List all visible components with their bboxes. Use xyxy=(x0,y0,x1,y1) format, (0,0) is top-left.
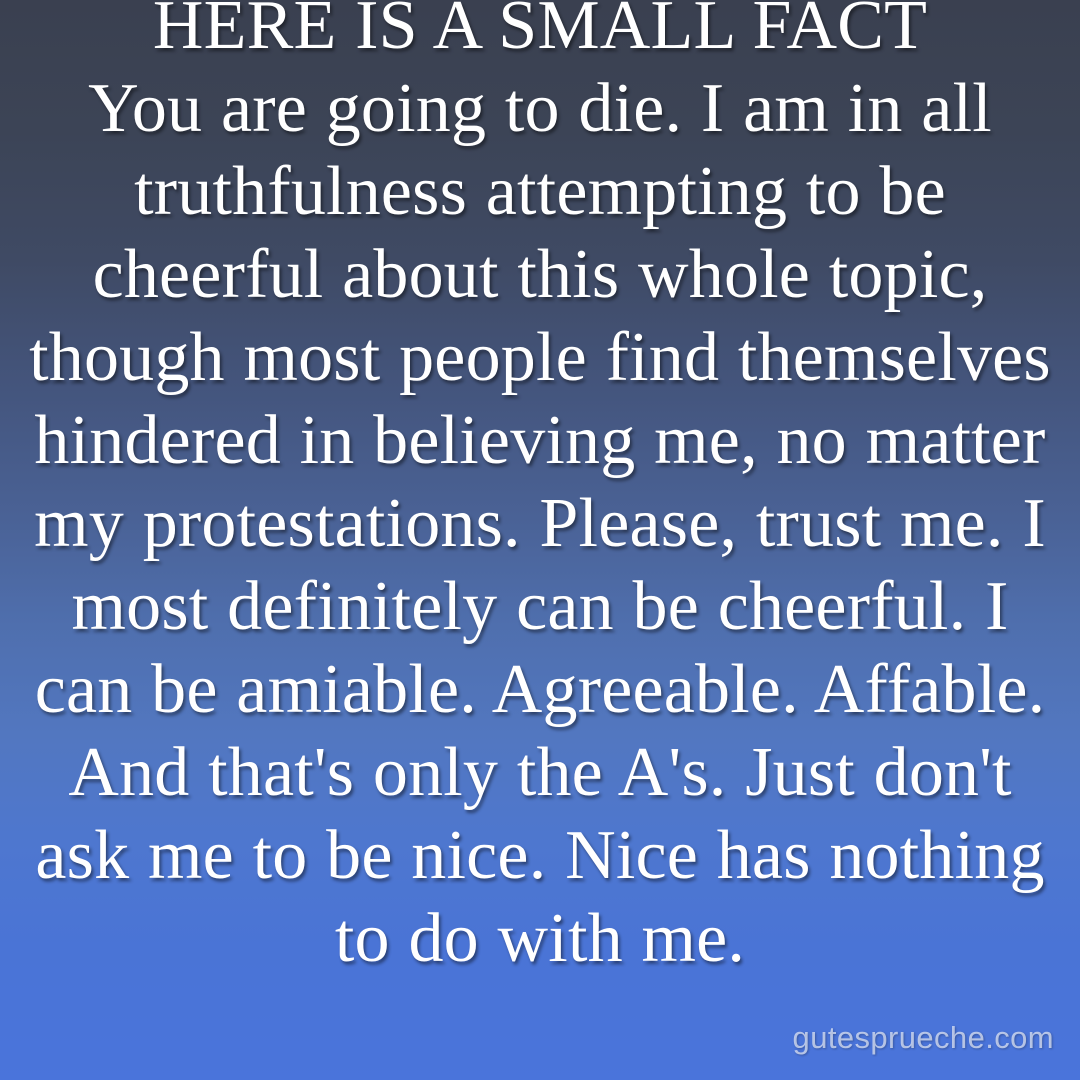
quote-body: You are going to die. I am in all truthfulness attempting to be cheerful about this whole topic, though most people find themselves hindered in believing me, no matter my protestations. Please, trust me. I most definitely can be cheerful. I can be amiable. Agreeable. Affable. And that's only the A's. Just don't ask me to be nice. Nice has nothing to do with me. xyxy=(29,70,1051,977)
quote-headline: HERE IS A SMALL FACT xyxy=(152,0,928,64)
watermark-label: gutesprueche.com xyxy=(792,1020,1054,1055)
